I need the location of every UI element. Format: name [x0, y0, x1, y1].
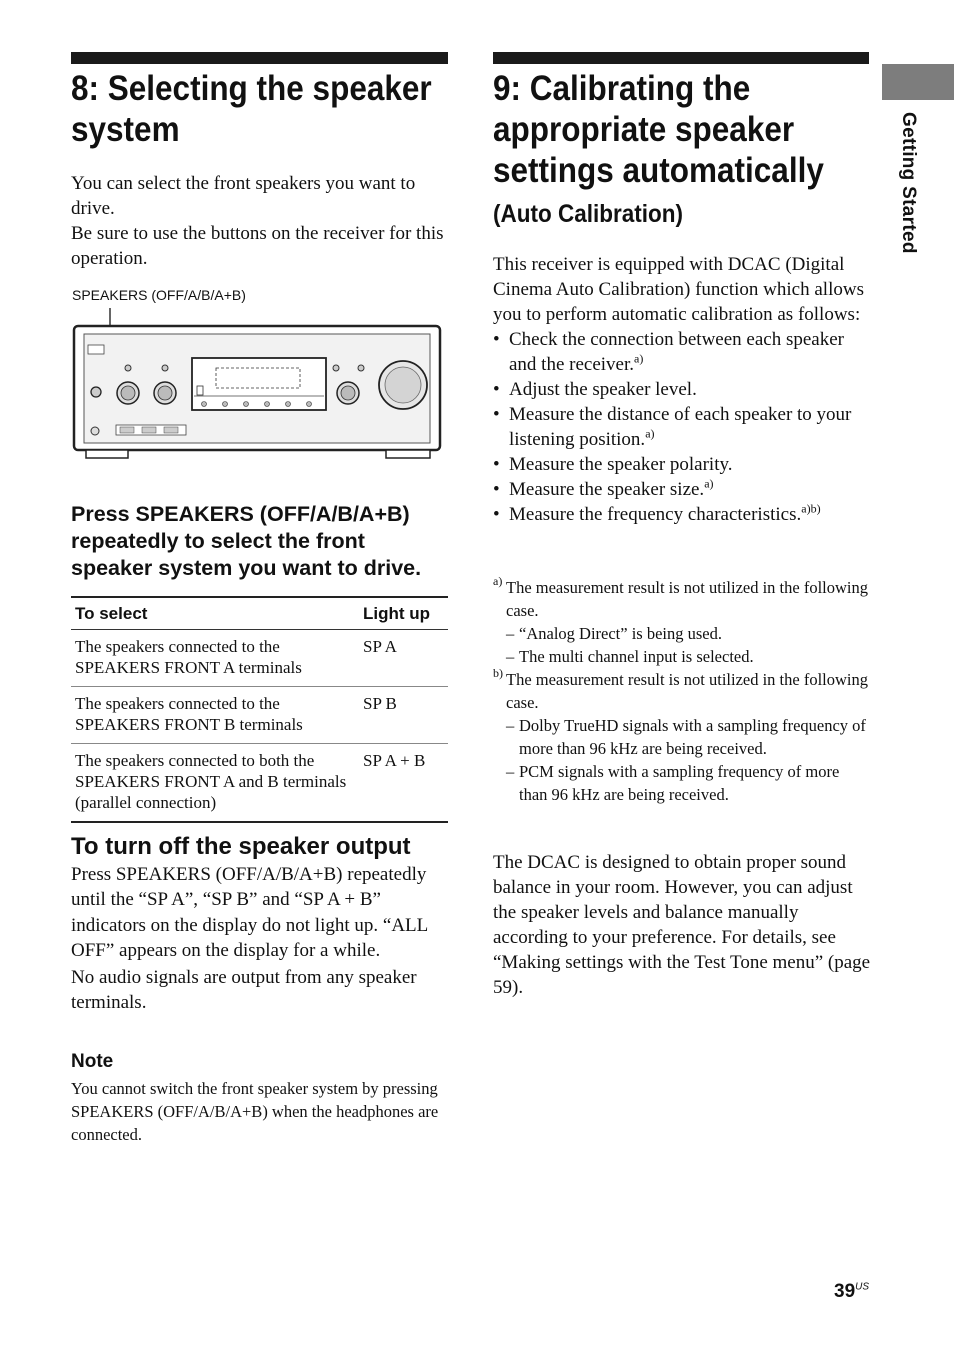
- speakers-button-illustration: [91, 387, 101, 397]
- calibration-intro: This receiver is equipped with DCAC (Digital Cinema Auto Calibration) function which allows you to perform automatic calibration as follows:: [493, 254, 864, 325]
- table-cell: SP B: [359, 687, 448, 744]
- footnote-b: b) The measurement result is not utilized in the following case.: [493, 668, 871, 714]
- figure-callout-label: SPEAKERS (OFF/A/B/A+B): [72, 287, 246, 303]
- turn-off-paragraph-1: Press SPEAKERS (OFF/A/B/A+B) repeatedly until the “SP A”, “SP B” and “SP A + B” indicators on the display do not light up. “ALL OFF” appears on the display for a while.: [71, 864, 428, 961]
- instruction-heading: Press SPEAKERS (OFF/A/B/A+B) repeatedly to select the front speaker system you want to drive.: [71, 502, 422, 580]
- display-window: [192, 358, 326, 410]
- section-9-title: 9: Calibrating the appropriate speaker settings automatically: [493, 69, 824, 190]
- note-text: You cannot switch the front speaker system by pressing SPEAKERS (OFF/A/B/A+B) when the headphones are connected.: [71, 1079, 439, 1144]
- list-item: • Measure the distance of each speaker to your listening position.$^{a)}$: [493, 402, 871, 452]
- footnote-a: a) The measurement result is not utilized in the following case.: [493, 576, 871, 622]
- list-item: • Measure the frequency characteristics.$^{a)b)}$: [493, 502, 871, 527]
- calibration-steps-list: [493, 327, 871, 527]
- list-item: • Measure the speaker polarity.: [493, 452, 871, 477]
- table-cell: The speakers connected to the SPEAKERS FRONT B terminals: [71, 687, 359, 744]
- footnote-marker: a): [493, 574, 503, 588]
- footnote-marker: b): [493, 666, 503, 680]
- page-number: $39^{US}$: [834, 1281, 870, 1302]
- table-cell: The speakers connected to both the SPEAKERS FRONT A and B terminals (parallel connection): [71, 744, 359, 823]
- chapter-tab-marker: [882, 64, 954, 100]
- section-9-subtitle: (Auto Calibration): [493, 200, 683, 228]
- list-item: • Check the connection between each speaker and the receiver.$^{a)}$: [493, 327, 871, 377]
- section-8-intro: [71, 171, 451, 271]
- section-8-title: 8: Selecting the speaker system: [71, 69, 432, 149]
- list-item: – “Analog Direct” is being used.: [506, 624, 722, 643]
- table-header-to-select: To select: [71, 597, 359, 630]
- speaker-selection-table: [71, 596, 448, 823]
- foot-right: [386, 450, 430, 458]
- chapter-tab-label: Getting Started: [898, 112, 919, 254]
- right-title-rule: [493, 52, 869, 64]
- table-row: [71, 687, 448, 744]
- turn-off-subheading: To turn off the speaker output: [71, 833, 411, 860]
- table-cell: SP A: [359, 630, 448, 687]
- table-cell: SP A + B: [359, 744, 448, 823]
- receiver-front-panel-illustration: [70, 300, 450, 465]
- list-item: – The multi channel input is selected.: [506, 647, 754, 666]
- foot-left: [86, 450, 128, 458]
- list-item: – PCM signals with a sampling frequency of more than 96 kHz are being received.: [506, 762, 840, 804]
- intro-paragraph-2: Be sure to use the buttons on the receiver for this operation.: [71, 223, 444, 269]
- table-cell: The speakers connected to the SPEAKERS FRONT A terminals: [71, 630, 359, 687]
- section-9-body: [493, 252, 871, 527]
- intro-paragraph-1: You can select the front speakers you want to drive.: [71, 173, 416, 219]
- table-header-light-up: Light up: [359, 597, 448, 630]
- list-item: • Measure the speaker size.$^{a)}$: [493, 477, 871, 502]
- turn-off-text: [71, 862, 451, 1015]
- footnotes: [493, 576, 871, 806]
- table-row: [71, 744, 448, 823]
- list-item: – Dolby TrueHD signals with a sampling frequency of more than 96 kHz are being received.: [506, 716, 866, 758]
- list-item: • Adjust the speaker level.: [493, 377, 871, 402]
- turn-off-paragraph-2: No audio signals are output from any speaker terminals.: [71, 967, 417, 1014]
- left-title-rule: [71, 52, 448, 64]
- table-row: [71, 630, 448, 687]
- calibration-closing: The DCAC is designed to obtain proper sound balance in your room. However, you can adjust the speaker levels and balance manually according to your preference. For details, see “Making settings with the Test Tone menu” (page 59).: [493, 852, 871, 998]
- note-heading: Note: [71, 1051, 114, 1072]
